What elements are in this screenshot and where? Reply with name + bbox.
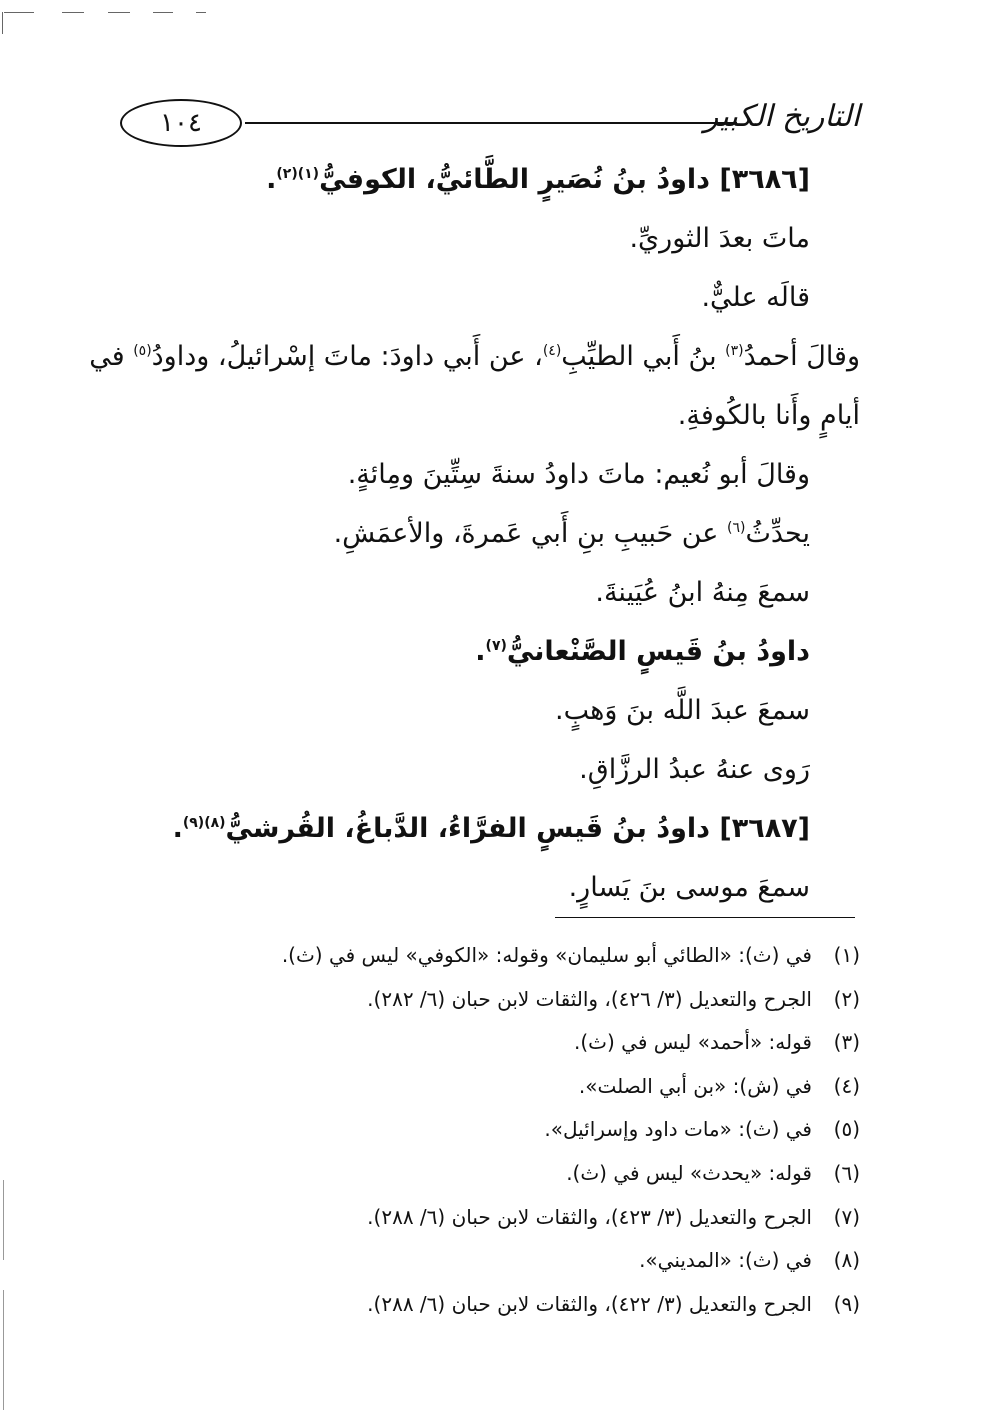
footnote-number: (١) [833, 943, 860, 967]
footnote-ref: (٤) [542, 343, 562, 359]
footnote-ref: (٧) [485, 638, 507, 654]
footnote-text: في (ش): «بن أبي الصلت». [578, 1073, 812, 1098]
footnote [120, 1065, 860, 1109]
footnote-number: (٧) [833, 1204, 860, 1229]
crop-mark-dash [196, 12, 206, 13]
footnote-ref: (٣) [725, 343, 744, 359]
page-number: ١٠٤ [120, 99, 242, 147]
text-line: رَوى عنهُ عبدُ الرزَّاقِ. [579, 754, 810, 785]
entry-heading: داودُ بنُ قَيسٍ الصَّنْعانيُّ$^{(٧)}$. [475, 636, 810, 667]
footnote [120, 978, 860, 1022]
footnote-ref: (٨)(٩) [182, 815, 226, 831]
footnote-separator [555, 917, 855, 918]
text-line: سمعَ مِنهُ ابنُ عُيَينةَ. [595, 577, 810, 608]
text-line: ماتَ بعدَ الثوريِّ. [629, 223, 810, 254]
footnote [120, 934, 860, 978]
footnote-number: (٤) [833, 1073, 860, 1098]
crop-mark-dash [153, 12, 173, 13]
text-line: قالَه عليٌّ. [701, 282, 810, 313]
footnote [120, 1283, 860, 1327]
footnote [120, 1196, 860, 1240]
main-text [89, 150, 860, 917]
footnote-text: الجرح والتعديل (٣/ ٤٢٢)، والثقات لابن حبان (٦/ ٢٨٨). [367, 1291, 812, 1316]
footnote [120, 1021, 860, 1065]
scan-edge-line [3, 1180, 4, 1260]
crop-mark-dash [4, 12, 34, 13]
text-line: يحدِّثُ$^{(٦)}$ عن حَبيبِ بنِ أَبي عَمرةَ، والأعمَشِ. [333, 518, 810, 549]
footnote-text: قوله: «أحمد» ليس في (ث). [574, 1030, 812, 1055]
footnote-number: (٦) [833, 1160, 860, 1185]
crop-mark-dash [108, 12, 130, 13]
footnote [120, 1239, 860, 1283]
footnote-number: (٥) [833, 1117, 860, 1142]
running-title: التاريخ الكبير [703, 99, 860, 134]
crop-mark-corner [2, 12, 3, 34]
entry-heading: [٣٦٨٧] داودُ بنُ قَيسٍ الفرَّاءُ، الدَّباغُ، القُرشيُّ$^{(٨)(٩)}$. [172, 813, 810, 844]
footnote-text: في (ث): «مات داود وإسرائيل». [544, 1117, 812, 1142]
footnote-ref: (١)(٢) [276, 166, 320, 182]
footnote-text: في (ث): «الطائي أبو سليمان» وقوله: «الكوفي» ليس في (ث). [281, 943, 812, 967]
footnote-number: (٢) [833, 986, 860, 1011]
entry-heading: [٣٦٨٦] داودُ بنُ نُصَيرٍ الطَّائيُّ، الكوفيُّ$^{(١)(٢)}$. [266, 164, 810, 195]
text-line: وقالَ أحمدُ$^{(٣)}$ بنُ أَبي الطيِّبِ$^{(٤)}$، عن أَبي داودَ: ماتَ إسْرائيلُ، وداودُ$^{(٥)}$ في [89, 341, 860, 372]
text-line: سمعَ موسى بنَ يَسارٍ. [568, 872, 810, 903]
footnotes [120, 934, 860, 1326]
footnote [120, 1108, 860, 1152]
footnote-ref: (٦) [726, 520, 746, 536]
text-line: أيامٍ وأَنا بالكُوفةِ. [677, 400, 860, 431]
footnote-text: الجرح والتعديل (٣/ ٤٢٣)، والثقات لابن حبان (٦/ ٢٨٨). [367, 1204, 812, 1229]
footnote-text: قوله: «يحدث» ليس في (ث). [566, 1160, 812, 1185]
footnote-text: الجرح والتعديل (٣/ ٤٢٦)، والثقات لابن حبان (٦/ ٢٨٢). [367, 986, 812, 1011]
footnote [120, 1152, 860, 1196]
footnote-text: في (ث): «المديني». [639, 1248, 812, 1273]
text-line: سمعَ عبدَ اللَّه بنَ وَهبٍ. [555, 695, 810, 726]
footnote-ref: (٥) [133, 343, 152, 359]
crop-mark-dash [62, 12, 84, 13]
text-line: وقالَ أبو نُعيم: ماتَ داودُ سنةَ سِتِّينَ ومِائةٍ. [347, 459, 810, 490]
scan-edge-line [3, 1290, 4, 1410]
footnote-number: (٩) [833, 1291, 860, 1316]
page-header [100, 95, 860, 145]
header-rule [245, 122, 737, 124]
footnote-number: (٨) [833, 1248, 860, 1273]
footnote-number: (٣) [833, 1030, 860, 1055]
